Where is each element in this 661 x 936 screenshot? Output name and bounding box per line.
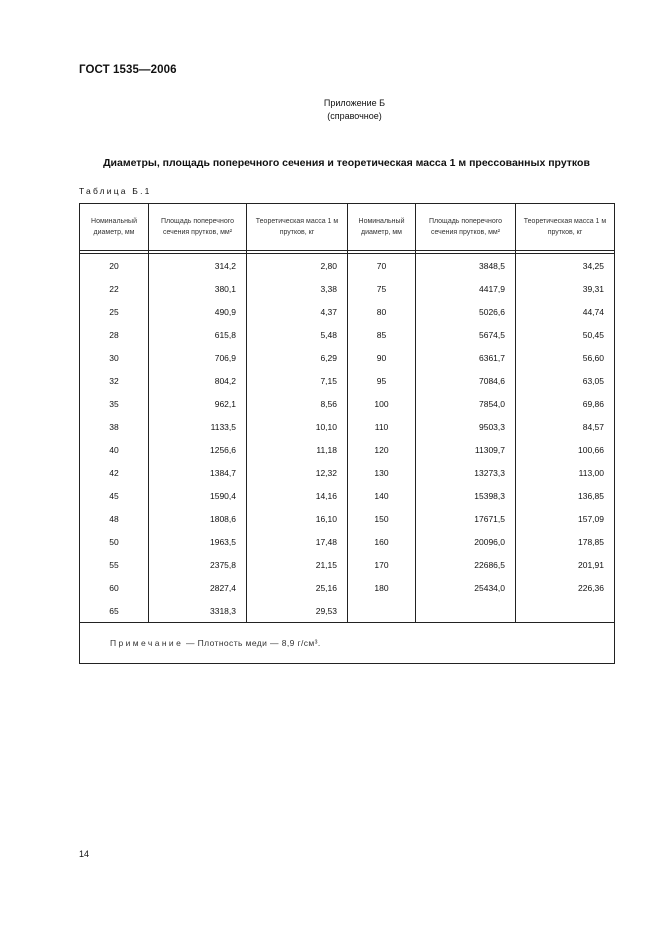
table-cell: 38 — [80, 415, 149, 438]
table-cell: 962,1 — [149, 392, 247, 415]
table-cell: 157,09 — [516, 507, 615, 530]
table-row — [80, 277, 615, 300]
table-cell: 48 — [80, 507, 149, 530]
table-cell: 20 — [80, 254, 149, 278]
table-cell: 4417,9 — [416, 277, 516, 300]
header-area-1: Площадь поперечного сечения прутков, мм² — [149, 204, 247, 251]
table-cell: 3848,5 — [416, 254, 516, 278]
table-cell: 95 — [348, 369, 416, 392]
table-cell: 201,91 — [516, 553, 615, 576]
table-cell: 490,9 — [149, 300, 247, 323]
table-cell: 42 — [80, 461, 149, 484]
table-cell: 1808,6 — [149, 507, 247, 530]
appendix-title: Приложение Б — [323, 98, 386, 108]
table-cell: 2827,4 — [149, 576, 247, 599]
table-cell: 63,05 — [516, 369, 615, 392]
table-cell: 25 — [80, 300, 149, 323]
table-cell: 28 — [80, 323, 149, 346]
table-cell: 100,66 — [516, 438, 615, 461]
table-cell: 120 — [348, 438, 416, 461]
table-cell: 1384,7 — [149, 461, 247, 484]
table-note — [80, 623, 615, 664]
table-cell: 2375,8 — [149, 553, 247, 576]
table-cell: 136,85 — [516, 484, 615, 507]
table-cell: 7854,0 — [416, 392, 516, 415]
table-cell: 30 — [80, 346, 149, 369]
table-cell: 5026,6 — [416, 300, 516, 323]
header-diameter-1: Номинальный диаметр, мм — [80, 204, 149, 251]
table-body — [80, 254, 615, 623]
table-cell: 314,2 — [149, 254, 247, 278]
table-cell — [348, 599, 416, 623]
table-cell: 17671,5 — [416, 507, 516, 530]
table-cell: 40 — [80, 438, 149, 461]
table-cell: 180 — [348, 576, 416, 599]
table-row — [80, 599, 615, 623]
table-row — [80, 507, 615, 530]
table-cell: 50 — [80, 530, 149, 553]
table-cell: 5,48 — [247, 323, 348, 346]
table-cell: 615,8 — [149, 323, 247, 346]
table-cell: 1133,5 — [149, 415, 247, 438]
table-cell: 32 — [80, 369, 149, 392]
table-cell: 113,00 — [516, 461, 615, 484]
table-cell: 6,29 — [247, 346, 348, 369]
table-cell: 150 — [348, 507, 416, 530]
table-cell: 9503,3 — [416, 415, 516, 438]
table-cell — [416, 599, 516, 623]
table-cell: 56,60 — [516, 346, 615, 369]
table-cell: 1256,6 — [149, 438, 247, 461]
table-cell: 17,48 — [247, 530, 348, 553]
table-row — [80, 300, 615, 323]
table-header-row — [80, 204, 615, 251]
table-cell: 160 — [348, 530, 416, 553]
table-cell: 11,18 — [247, 438, 348, 461]
table-cell: 12,32 — [247, 461, 348, 484]
table-cell: 178,85 — [516, 530, 615, 553]
table-label: Таблица Б.1 — [79, 186, 152, 196]
header-mass-1: Теоретическая масса 1 м прутков, кг — [247, 204, 348, 251]
table-cell: 22 — [80, 277, 149, 300]
table-cell: 50,45 — [516, 323, 615, 346]
table-cell: 14,16 — [247, 484, 348, 507]
appendix-subtitle: (справочное) — [327, 111, 382, 121]
table-row — [80, 346, 615, 369]
table-cell: 2,80 — [247, 254, 348, 278]
table-cell: 25,16 — [247, 576, 348, 599]
table-cell: 100 — [348, 392, 416, 415]
table-cell: 39,31 — [516, 277, 615, 300]
table-cell: 75 — [348, 277, 416, 300]
table-cell: 8,56 — [247, 392, 348, 415]
table-cell: 80 — [348, 300, 416, 323]
table-row — [80, 484, 615, 507]
table-row — [80, 553, 615, 576]
table-cell: 3,38 — [247, 277, 348, 300]
table-cell: 13273,3 — [416, 461, 516, 484]
table-row — [80, 576, 615, 599]
table-cell: 35 — [80, 392, 149, 415]
table-cell: 804,2 — [149, 369, 247, 392]
table-cell: 6361,7 — [416, 346, 516, 369]
table-cell: 15398,3 — [416, 484, 516, 507]
table-cell: 29,53 — [247, 599, 348, 623]
table-cell: 706,9 — [149, 346, 247, 369]
table-row — [80, 323, 615, 346]
table-cell: 34,25 — [516, 254, 615, 278]
table-cell: 11309,7 — [416, 438, 516, 461]
table-cell: 140 — [348, 484, 416, 507]
table-cell: 130 — [348, 461, 416, 484]
table-cell: 7,15 — [247, 369, 348, 392]
table-cell: 16,10 — [247, 507, 348, 530]
header-area-2: Площадь поперечного сечения прутков, мм² — [416, 204, 516, 251]
table-cell: 4,37 — [247, 300, 348, 323]
header-mass-2: Теоретическая масса 1 м прутков, кг — [516, 204, 615, 251]
table-cell: 170 — [348, 553, 416, 576]
data-table — [79, 203, 615, 664]
table-row — [80, 530, 615, 553]
table-cell: 1590,4 — [149, 484, 247, 507]
note-text: — Плотность меди — 8,9 г/см³. — [183, 638, 321, 648]
page-title: Диаметры, площадь поперечного сечения и теоретическая масса 1 м прессованных прутков — [103, 157, 590, 169]
appendix-heading — [0, 97, 661, 123]
table-cell — [516, 599, 615, 623]
table-row — [80, 254, 615, 278]
table-cell: 110 — [348, 415, 416, 438]
table-row — [80, 369, 615, 392]
table-cell: 5674,5 — [416, 323, 516, 346]
page-number: 14 — [79, 849, 90, 859]
table-cell: 69,86 — [516, 392, 615, 415]
table-cell: 84,57 — [516, 415, 615, 438]
table-cell: 1963,5 — [149, 530, 247, 553]
table-cell: 3318,3 — [149, 599, 247, 623]
table-row — [80, 415, 615, 438]
table-cell: 70 — [348, 254, 416, 278]
table-cell: 60 — [80, 576, 149, 599]
table-cell: 55 — [80, 553, 149, 576]
table-cell: 22686,5 — [416, 553, 516, 576]
table-cell: 226,36 — [516, 576, 615, 599]
table-cell: 90 — [348, 346, 416, 369]
table-cell: 65 — [80, 599, 149, 623]
table-row — [80, 461, 615, 484]
table-cell: 44,74 — [516, 300, 615, 323]
document-code: ГОСТ 1535—2006 — [79, 64, 177, 76]
table-cell: 21,15 — [247, 553, 348, 576]
table-row — [80, 392, 615, 415]
table-row — [80, 438, 615, 461]
table-cell: 25434,0 — [416, 576, 516, 599]
table-cell: 20096,0 — [416, 530, 516, 553]
table-cell: 85 — [348, 323, 416, 346]
table-cell: 45 — [80, 484, 149, 507]
table-cell: 10,10 — [247, 415, 348, 438]
table-cell: 7084,6 — [416, 369, 516, 392]
note-label: Примечание — [110, 638, 184, 648]
table-cell: 380,1 — [149, 277, 247, 300]
header-diameter-2: Номинальный диаметр, мм — [348, 204, 416, 251]
